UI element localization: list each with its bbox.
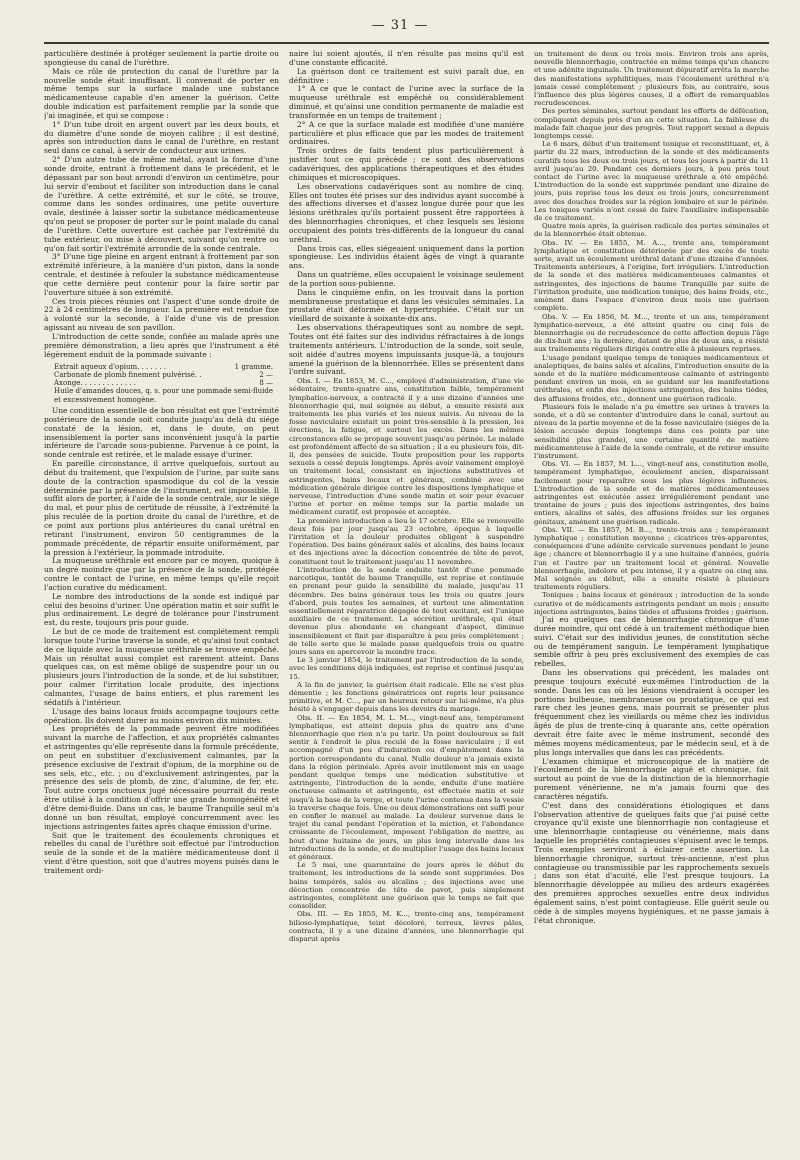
observation-paragraph: Obs. II. — En 1854, M. L. M..., vingt-neuf ans, tempérament lymphatique, est atteint depuis plus de quatre ans d'une blennorrhagie que rien n'a pu tarir. Un point douloureux se fait sentir à l'endroit le plus reculé de la fosse naviculaire ; il est accompagné d'un peu d'induration ou d'empâtement dans la portion correspondante du canal. Nulle douleur n'a jamais existé dans la région périnéale. Après avoir inutilement mis en usage pendant quelque temps une médication substitutive et astringente, l'introduction de la sonde, enduite d'une matière onctueuse calmante et astringente, est effectuée matin et soir jusqu'à la base de la verge, et toute l'urine contenue dans la vessie la traverse chaque fois. Une ou deux démonstrations ont suffi pour en confier le manuel au malade. La douleur survenue dans le trajet du canal pendant l'opération et la miction, et l'abondance croissante de l'écoulement, imposent l'obligation de mettre, au bout d'une huitaine de jours, un plus long intervalle dans les introductions de la sonde, et de multiplier l'usage des bains locaux et généraux. (289, 713, 524, 861)
observation-paragraph: Obs. V. — En 1856, M. M..., trente et un ans, tempérament lymphatico-nerveux, a été atteint quatre ou cinq fois de blennorrhagie ou de recrudescence de cette affection depuis l'âge de dix-huit ans ; la dernière, datant de plus de deux ans, a résisté aux traitements réguliers dirigés contre elle à plusieurs reprises. (534, 312, 769, 354)
paragraph: Soit que le traitement des écoulements chroniques et rebelles du canal de l'urèthre soit effectué par l'introduction seule de la sonde et de la matière médicamenteuse dont il vient d'être question, soit que d'autres moyens puisés dans le traitement ordi- (44, 830, 279, 875)
formula-item: Huile d'amandes douces, q. s. pour une pommade semi-fluide et excessivement homogène. (54, 387, 273, 404)
paragraph: La guérison dont ce traitement est suivi paraît due, en définitive : (289, 66, 524, 85)
paragraph: Dans un quatrième, elles occupaient le voisinage seulement de la portion sous-pubienne. (289, 270, 524, 288)
paragraph: Mais ce rôle de protection du canal de l'urèthre par la nouvelle sonde était insuffisant. Il convenait de porter en même temps sur la surface malade une substance médicamenteuse capable d'en amener la guérison. Cette double indication est parfaitement remplie par la sonde que j'ai imaginée, et qui se compose : (44, 66, 279, 120)
paragraph: Dans trois cas, elles siégeaient uniquement dans la portion spongieuse. Les individus étaient âgés de vingt à quarante ans. (289, 243, 524, 271)
column-3 (534, 50, 769, 1140)
page-number: — 31 — (371, 18, 429, 33)
paragraph: Les observations cadavériques sont au nombre de cinq. Elles ont toutes été prises sur des individus ayant succombé à des affections diverses et d'assez longue durée pour que les lésions uréthrales qu'ils portaient pussent être rapportées à des blennorrhagies chroniques, et chez lesquels ses lésions occupaient des points très-différents de la longueur du canal uréthral. (289, 181, 524, 244)
observation-paragraph: L'usage pendant quelque temps de toniques médicamenteux et analeptiques, de bains salés et alcalins, l'introduction ensuite de la sonde et de la matière médicamenteuse calmante et astringente pendant environ un mois, en se guidant sur les manifestations uréthrales, et enfin des injections astringentes, des bains tièdes, des affusions froides, etc., donnent une guérison radicale. (534, 353, 769, 403)
observation-paragraph: La première introduction a lieu le 17 octobre. Elle se renouvelle deux fois par jour jusqu'au 23 octobre, époque à laquelle l'irritation et la douleur produites obligent à suspendre l'opération. Des bains généraux salés et alcalins, des bains locaux et des injections avec la décoction concentrée de tête de pavot, constituent tout le traitement jusqu'au 11 novembre. (289, 516, 524, 566)
formula-item: Extrait aqueux d'opium. . . . . . . (54, 362, 167, 371)
paragraph: naire lui soient ajoutés, il n'en résulte pas moins qu'il est d'une constante efficacité. (289, 50, 524, 67)
observation-paragraph: Le 6 mars, début d'un traitement tonique et reconstituant, et, à partir du 22 mars, introduction de la sonde et des médicaments curatifs tous les deux ou trois jours, et tous les jours à partir du 11 avril jusqu'au 20. Pendant ces derniers jours, à peu près tout contact de l'urine avec la muqueuse uréthrale a été empêché. L'introduction de la sonde est supprimée pendant une dizaine de jours, puis reprise tous les deux ou trois jours, concurremment avec des douches froides sur la région lombaire et sur le périnée. Les toniques variés n'ont cessé de faire l'auxiliaire indispensable de ce traitement. (534, 140, 769, 223)
header-rule (44, 42, 769, 44)
paragraph: 2° D'un autre tube de même métal, ayant la forme d'une sonde droite, entrant à frottement dans le précédent, et le dépassant par son bout arrondi d'environ un centimètre, pour lui servir d'embout et faciliter son introduction dans le canal de l'urèthre. A cette extrémité, et sur le côté, se trouve, comme dans les sondes ordinaires, une petite ouverture ovale, destinée à laisser sortir la substance médicamenteuse qu'on peut se proposer de porter sur le point malade du canal de l'urèthre. Cette ouverture est cachée par l'extrémité du tube extérieur, ou mise à découvert, suivant qu'on rentre ou qu'on fait sortir l'extrémité arrondie de la sonde centrale. (44, 155, 279, 253)
observation-paragraph: Le 5 mai, une quarantaine de jours après le début du traitement, les introductions de la sonde sont supprimées. Des bains tempérés, salés ou alcalins ; des injections avec une décoction concentrée de tête de pavot, puis simplement astringentes, complètent une guérison que le temps ne fait que consolider. (289, 861, 524, 911)
observation-paragraph: Obs. IV. — En 1855, M. A..., trente ans, tempérament lymphatique et constitution détériorée par des excès de toute sorte, avait un écoulement uréthral datant d'une dizaine d'années. Traitements antérieurs, à l'origine, fort irréguliers. L'introduction de la sonde et des matières médicamenteuses calmantes et astringentes, des injections de baume Tranquille par suite de l'irritation produite, une médication tonique, des bains froids, etc., amènent dans l'espace d'environ deux mois une guérison complète. (534, 238, 769, 313)
paragraph: L'usage des bains locaux froids accompagne toujours cette opération. Ils doivent durer au moins environ dix minutes. (44, 706, 279, 725)
paragraph: En pareille circonstance, il arrive quelquefois, surtout au début du traitement, que l'expulsion de l'urine, par suite sans doute de la contraction spasmodique du col de la vessie déterminée par la présence de l'instrument, est impossible. Il suffit alors de porter, à l'aide de la sonde centrale, sur le siége du mal, et pour plus de certitude de réussite, à l'extrémité la plus reculée de la portion droite du canal de l'urèthre, et de ce point aux portions plus antérieures du canal urétral en retirant l'instrument, environ 50 centigrammes de la pommade précédente, de répartir ensuite uniformément, par la pression à l'extérieur, la pommade introduite. (44, 459, 279, 557)
formula-qty: 2 — (259, 370, 273, 379)
paragraph: L'introduction de cette sonde, confiée au malade après une première démonstration, a lieu après que l'instrument a été légèrement enduit de la pommade suivante : (44, 332, 279, 359)
paragraph: Dans le cinquième enfin, on les trouvait dans la portion membraneuse prostatique et dans les vésicules séminales. La prostate était déformée et hypertrophiée. C'était sur un vieillard de soixante à soixante-dix ans. (289, 287, 524, 324)
paragraph: particulière destinée à protéger seulement la partie droite ou spongieuse du canal de l'urèthre. (44, 50, 279, 67)
text-columns (44, 50, 770, 1140)
observation-paragraph: Obs. I. — En 1853, M. C..., employé d'administration, d'une vie sédentaire, trente-quatre ans, constitution faible, tempérament lymphatico-nerveux, a contracté il y a une dizaine d'années une blennorrhagie qui, mal soignée au début, a ensuite résisté aux traitements les plus variés et les mieux suivis. Au niveau de la fosse naviculaire existait un point très-sensible à la pression, les érections, la fatigue, et surtout les excès. Dans les mêmes circonstances elle se propage souvent jusqu'au périnée. Le malade est profondément affecté de sa situation ; il a eu plusieurs fois, dit-il, des pensées de suicide. Toute proposition pour les rapports sexuels a cessé depuis longtemps. Après avoir vainement employé un traitement local, consistant en injections substitutives et astringentes, bains locaux et généraux, combiné avec une médication générale dirigée contre les dispositions lymphatique et nerveuse, l'introduction d'une sonde matin et soir pour évacuer l'urine et porter en même temps sur la partie malade un médicament curatif, est proposée et acceptée. (289, 377, 524, 517)
formula-qty: 8 — (259, 379, 273, 388)
formula-item: Axonge. . . . . . . . . . . . . (54, 379, 136, 388)
observation-paragraph: Toniques ; bains locaux et généraux ; introduction de la sonde curative et de médicaments astringents pendant un mois ; ensuite injections astringentes, bains tièdes et affusions froides ; guérison. (534, 591, 769, 616)
paragraph: L'examen chimique et microscopique de la matière de l'écoulement de la blennorrhagie aiguë et chronique, fait surtout au point de vue de la distinction de la blennorrhagie purement vénérienne, ne m'a jamais fourni que des caractères négatifs. (534, 756, 769, 801)
paragraph: Trois ordres de faits tendent plus particulièrement à justifier tout ce qui précède ; ce sont des observations cadavériques, des applications thérapeutiques et des études chimiques et microscopiques. (289, 146, 524, 182)
formula-qty: 1 gramme. (234, 362, 273, 371)
paragraph: 2° A ce que la surface malade est modifiée d'une manière particulière et plus efficace que par les modes de traitement ordinaires. (289, 119, 524, 147)
observation-paragraph: L'introduction de la sonde enduite tantôt d'une pommade narcotique, tantôt de baume Tranquille, est reprise et continuée en prenant pour guide la sensibilité du malade, jusqu'au 11 décembre. Des bains généraux tous les trois ou quatre jours d'abord, puis toutes les semaines, et surtout une alimentation essentiellement réparatrice dégagée de tout excitant, est l'unique auxiliaire de ce traitement. La sécrétion uréthrale, qui était devenue plus abondante en changeant d'aspect, diminue insensiblement et finit par disparaître à peu près complétement ; de telle sorte que le malade passe quelquefois trois ou quatre jours sans en apercevoir la moindre trace. (289, 565, 524, 656)
observation-paragraph: Obs. VI. — En 1857, M. L..., vingt-neuf ans, constitution molle, tempérament lymphatique, écoulement ancien, disparaissant facilement pour reparaître sous les plus légères influences. L'introduction de la sonde et de matières médicamenteuses astringentes est exécutée assez irrégulièrement pendant une trentaine de jours ; puis des injections astringentes, des bains entiers, alcalins et salés, des affusions froides sur les organes génitaux, amènent une guérison radicale. (534, 460, 769, 526)
paragraph: Les propriétés de la pommade peuvent être modifiées suivant la marche de l'affection, et aux propriétés calmantes et astringentes qu'elle représente dans la formule précédente, on peut en substituer d'exclusivement calmantes, par la présence exclusive de l'extrait d'opium, de la morphine ou de ses sels, etc., etc. ; ou d'exclusivement astringentes, par la présence des sels de plomb, de zinc, d'alumine, de fer, etc. Tout autre corps onctueux jugé nécessaire pourrait du reste être utilisé à la condition d'offrir une grande homogénéité et d'être demi-fluide. Dans un cas, le baume Tranquille seul m'a donné un bon résultat, employé concurremment avec les injections astringentes faites après chaque émission d'urine. (44, 724, 279, 831)
paragraph: 1° D'un tube droit en argent ouvert par les deux bouts, et du diamètre d'une sonde de moyen calibre ; il est destiné, après son introduction dans le canal de l'urèthre, en restant seul dans ce canal, à servir de conducteur aux urines. (44, 119, 279, 156)
observation-paragraph: Le 3 janvier 1854, le traitement par l'introduction de la sonde, avec les conditions déjà indiquées, est reprise et continué jusqu'au 15. (289, 656, 524, 681)
column-1 (44, 50, 279, 1140)
paragraph: Dans les observations qui précèdent, les malades ont presque toujours exécuté eux-mêmes l'introduction de la sonde. Dans les cas où les lésions viendraient à occuper les portions bulbeuse, membraneuse ou prostatique, ce qui est rare chez les jeunes gens, mais pourrait se présenter plus fréquemment chez les vieillards ou même chez les individus âgés de plus de trente-cinq à quarante ans, cette opération devrait être faite avec le même instrument, secondé des mêmes moyens médicamenteux, par le médecin seul, et à de plus longs intervalles que dans les cas précédents. (534, 668, 769, 757)
observation-paragraph: Quatre mois après, la guérison radicale des pertes séminales et de la blennorrhée était obtenue. (534, 222, 769, 239)
paragraph: Le nombre des introductions de la sonde est indiqué par celui des besoins d'uriner. Une opération matin et soir suffit le plus ordinairement. Le degré de tolérance pour l'instrument est, du reste, toujours pris pour guide. (44, 591, 279, 628)
paragraph: Le but de ce mode de traitement est complétement rempli lorsque toute l'urine traverse la sonde, et qu'ainsi tout contact de ce liquide avec la muqueuse uréthrale se trouve empêché. Mais un résultat aussi complet est rarement atteint. Dans quelques cas, on est même obligé de suspendre pour un ou plusieurs jours l'introduction de la sonde, et de lui substituer, pour calmer l'irritation locale produite, des injections calmantes, l'usage de bains entiers, et plus rarement les sédatifs à l'intérieur. (44, 627, 279, 707)
observation-paragraph: Obs. VII. — En 1857, M. B..., trente-trois ans ; tempérament lymphatique ; constitution moyenne ; cicatrices très-apparentes, conséquences d'une adénite cervicale survenues pendant le jeune âge ; chancre et blennorrhagie il y a une huitaine d'années, guéris l'un et l'autre par un traitement local et général. Nouvelle blennorrhagie, indolore et peu intense, il y a quatre ou cinq ans. Mal soignée au début, elle a ensuite résisté à plusieurs traitements réguliers. (534, 525, 769, 592)
paragraph: Ces trois pièces réunies ont l'aspect d'une sonde droite de 22 à 24 centimètres de longueur. La première est rendue fixe à volonté sur la seconde, à l'aide d'une vis de pression agissant au niveau de son pavillon. (44, 296, 279, 333)
paragraph: 1° A ce que le contact de l'urine avec la surface de la muqueuse uréthrale est empêché ou considérablement diminué, et qu'ainsi une condition permanente de maladie est transformée en un temps de traitement ; (289, 84, 524, 120)
observation-paragraph: Obs. III. — En 1855, M. K..., trente-cinq ans, tempérament bilioso-lymphatique, teint décoloré, terreux, lèvres pâles, contracta, il y a une dizaine d'années, une blennorrhagie qui disparut après (289, 910, 524, 944)
paragraph: 3° D'une tige pleine en argent entrant à frottement par son extrémité inférieure, à la manière d'un piston, dans la sonde centrale, et destinée à refouler la substance médicamenteuse que cette dernière peut contenir pour la faire sortir par l'ouverture située à son extrémité. (44, 252, 279, 297)
paragraph: Les observations thérapeutiques sont au nombre de sept. Toutes ont été faites sur des individus réfractaires à de longs traitements antérieurs. L'introduction de la sonde, soit seule, soit aidée d'autres moyens impuissants jusque-là, a toujours amené la guérison de la blennorrhée. Elles se présentent dans l'ordre suivant. (289, 323, 524, 377)
observation-paragraph: A la fin de janvier, la guérison était radicale. Elle ne s'est plus démentie ; les fonctions génératrices ont repris leur puissance primitive, et M. C..., par un heureux retour sur lui-même, n'a plus hésité à s'engager depuis dans les devoirs du mariage. (289, 680, 524, 714)
paragraph: J'ai eu quelques cas de blennorrhagie chronique d'une durée moindre, qui ont cédé à un traitement méthodique bien suivi. C'était sur des individus jeunes, de constitution sèche ou de tempérament sanguin. Le tempérament lymphatique semble offrir à peu près exclusivement des exemples de cas rebelles. (534, 615, 769, 669)
observation-paragraph: Plusieurs fois le malade n'a pu émettre ses urines à travers la sonde, et a dû se contenter d'introduire dans le canal, surtout au niveau de la partie moyenne et de la fosse naviculaire (siéges de la lésion accusée depuis longtemps dans ces points par une sensibilité plus grande), une certaine quantité de matière médicamenteuse à l'aide de la sonde centrale, et de retirer ensuite l'instrument. (534, 402, 769, 460)
formula-item: Carbonate de plomb finement pulvérisé. . (54, 370, 202, 379)
column-2 (289, 50, 524, 1140)
paragraph: C'est dans des considérations étiologiques et dans l'observation attentive de quelques faits que j'ai puisé cette croyance qu'il existe une blennorrhagie non contagieuse et une blennorrhagie contagieuse ou vénérienne, mais dans laquelle les propriétés contagieuses s'épuisent avec le temps. Trois exemples serviront à éclairer cette assertion. La blennorrhagie chronique, surtout très-ancienne, n'est plus contagieuse ou transmissible par les rapprochements sexuels ; dans son état d'acuité, elle l'est presque toujours. La blennorrhagie développée au milieu des ardeurs exagérées des premières approches sexuelles entre deux individus également sains, n'est point contagieuse. Elle guérit seule ou cède à de simples moyens hygiéniques, et ne passe jamais à l'état chronique. (534, 800, 769, 925)
prescription-formula (54, 363, 279, 404)
paragraph: Une condition essentielle de bon résultat est que l'extrémité postérieure de la sonde soit conduite jusqu'au delà du siége constaté de la lésion, et, dans le doute, on peut insensiblement la porter sans inconvénient jusqu'à la partie inférieure de l'arcade sous-pubienne. Parvenue à ce point, la sonde centrale est retirée, et le malade essaye d'uriner. (44, 406, 279, 460)
observation-paragraph: un traitement de deux ou trois mois. Environ trois ans après, nouvelle blennorrhagie, contractée en même temps qu'un chancre et une adénite inguinale. Un traitement dépuratif arrêta la marche des manifestations syphilitiques, mais l'écoulement uréthral n'a jamais cessé complétement ; plusieurs fois, au contraire, sous l'influence des plus légères causes, il a offert de remarquables recrudescences. (534, 50, 769, 108)
observation-paragraph: Des pertes séminales, surtout pendant les efforts de défécation, compliquent depuis près d'un an cette situation. La faiblesse du malade fait chaque jour des progrès. Tout rapport sexuel a depuis longtemps cessé. (534, 107, 769, 141)
paragraph: La muqueuse uréthrale est encore par ce moyen, quoique à un degré moindre que par la présence de la sonde, protégée contre le contact de l'urine, en même temps qu'elle reçoit l'action curative du médicament. (44, 556, 279, 592)
